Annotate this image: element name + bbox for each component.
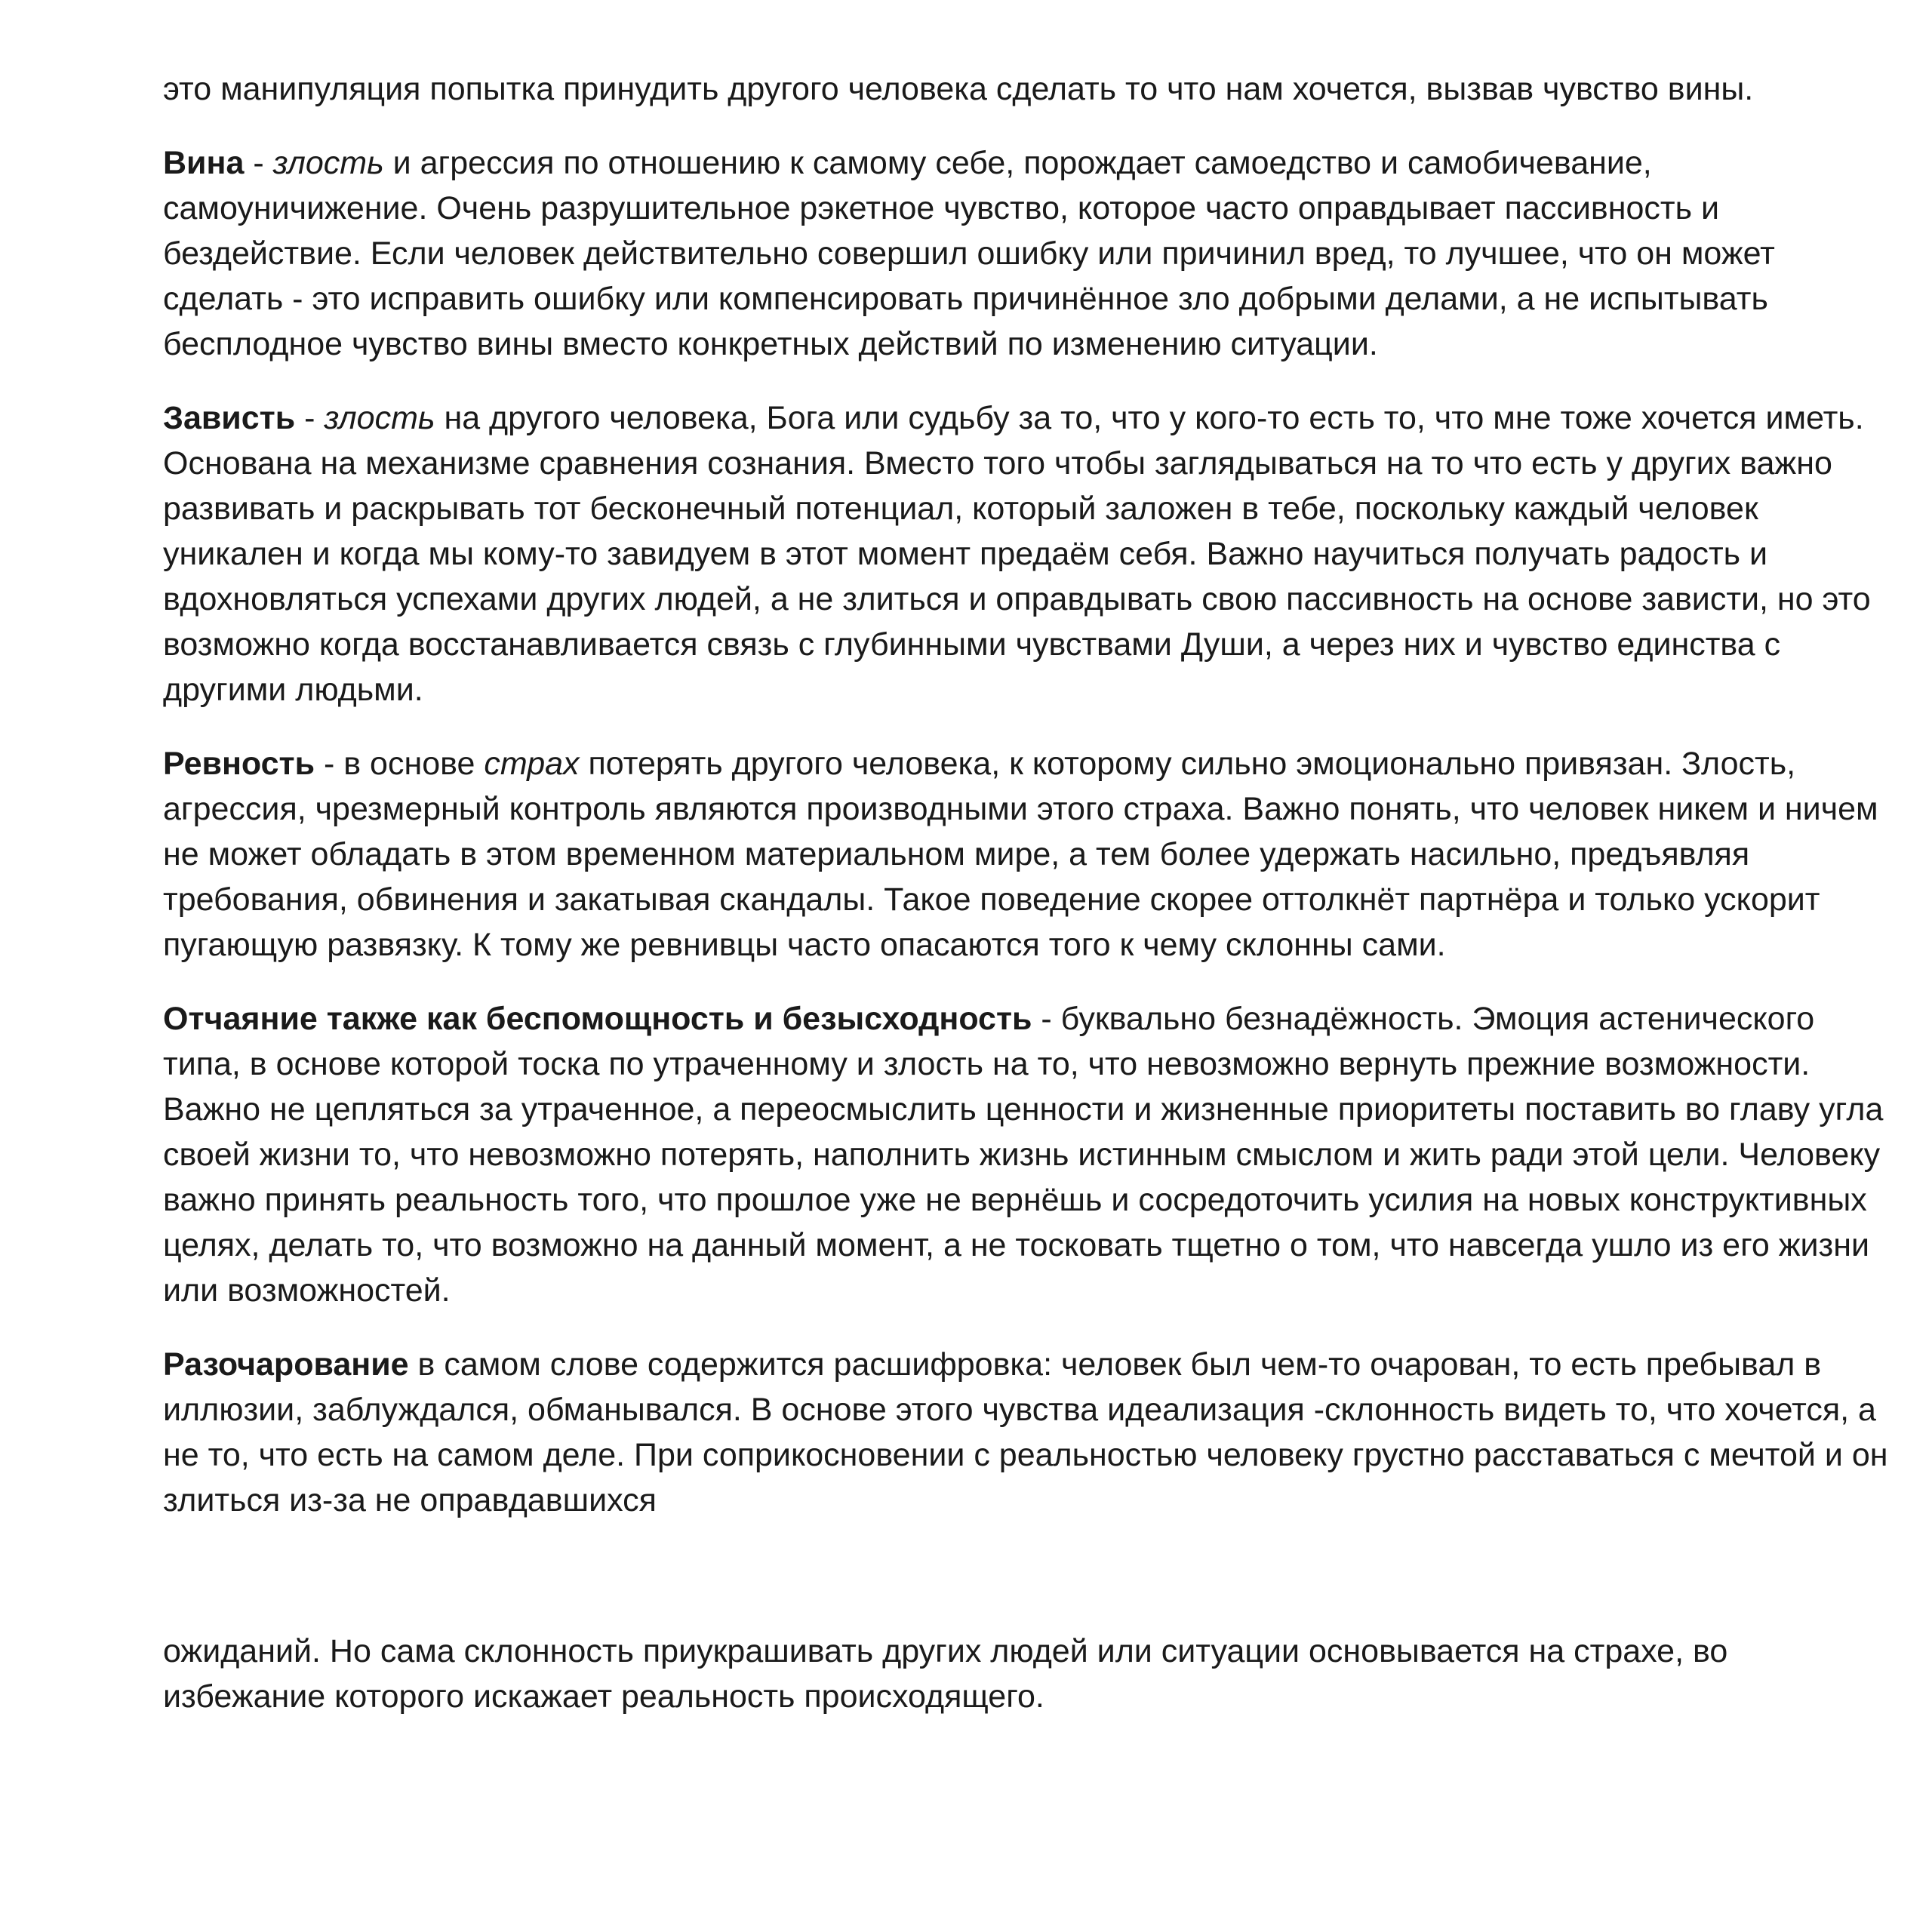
paragraph-zavist [163, 395, 1899, 712]
term-heading: Вина [163, 145, 245, 181]
paragraph-text: это манипуляция попытка принудить другого человека сделать то что нам хочется, вызвав чувство вины. [163, 71, 1754, 107]
emphasis-word: страх [484, 746, 580, 782]
paragraph-text: - буквально безнадёжность. Эмоция астенического типа, в основе которой тоска по утраченному и злость на то, что невозможно вернуть прежние возможности. Важно не цепляться за утраченное, а переосмыслить ценности и жизненные приоритеты поставить во главу угла своей жизни то, что невозможно потерять, наполнить жизнь истинным смыслом и жить ради этой цели. Человеку важно принять реальность того, что прошлое уже не вернёшь и сосредоточить усилия на новых конструктивных целях, делать то, что возможно на данный момент, а не тосковать тщетно о том, что навсегда ушло из его жизни или возможностей. [163, 1001, 1884, 1309]
paragraph-text: в самом слове содержится расшифровка: человек был чем-то очарован, то есть пребывал в иллюзии, заблуждался, обманывался. В основе этого чувства идеализация -склонность видеть то, что хочется, а не то, что есть на самом деле. При соприкосновении с реальностью человеку грустно расставаться с мечтой и он злиться из-за не оправдавшихся [163, 1346, 1888, 1518]
term-heading: Разочарование [163, 1346, 409, 1383]
separator: - [244, 145, 273, 181]
paragraph-text: и агрессия по отношению к самому себе, порождает самоедство и самобичевание, самоуничижение. Очень разрушительное рэкетное чувство, которое часто оправдывает пассивность и бездействие. Если человек действительно совершил ошибку или причинил вред, то лучшее, что он может сделать - это исправить ошибку или компенсировать причинённое зло добрыми делами, а не испытывать бесплодное чувство вины вместо конкретных действий по изменению ситуации. [163, 145, 1775, 362]
paragraph-intro [163, 66, 1899, 112]
paragraph-vina [163, 140, 1899, 367]
document-page [163, 66, 1899, 1748]
paragraph-text: ожиданий. Но сама склонность приукрашивать других людей или ситуации основывается на страхе, во избежание которого искажает реальность происходящего. [163, 1633, 1728, 1715]
paragraph-text: на другого человека, Бога или судьбу за то, что у кого-то есть то, что мне тоже хочется иметь. Основана на механизме сравнения сознания. Вместо того чтобы заглядываться на то что есть у других важно развивать и раскрывать тот бесконечный потенциал, который заложен в тебе, поскольку каждый человек уникален и когда мы кому-то завидуем в этот момент предаём себя. Важно научиться получать радость и вдохновляться успехами других людей, а не злиться и оправдывать свою пассивность на основе зависти, но это возможно когда восстанавливается связь с глубинными чувствами Души, а через них и чувство единства с другими людьми. [163, 400, 1871, 708]
paragraph-text: потерять другого человека, к которому сильно эмоционально привязан. Злость, агрессия, чрезмерный контроль являются производными этого страха. Важно понять, что человек никем и ничем не может обладать в этом временном материальном мире, а тем более удержать насильно, предъявляя требования, обвинения и закатывая скандалы. Такое поведение скорее оттолкнёт партнёра и только ускорит пугающую развязку. К тому же ревнивцы часто опасаются того к чему склонны сами. [163, 746, 1878, 963]
paragraph-tail [163, 1629, 1899, 1719]
separator: - в основе [315, 746, 485, 782]
paragraph-razocharovanie [163, 1342, 1899, 1523]
term-heading: Зависть [163, 400, 296, 436]
separator: - [295, 400, 325, 436]
term-heading: Отчаяние также как беспомощность и безысходность [163, 1001, 1032, 1037]
emphasis-word: злость [324, 400, 435, 436]
paragraph-otchayanie [163, 996, 1899, 1313]
emphasis-word: злость [272, 145, 384, 181]
paragraph-revnost [163, 741, 1899, 968]
term-heading: Ревность [163, 746, 315, 782]
